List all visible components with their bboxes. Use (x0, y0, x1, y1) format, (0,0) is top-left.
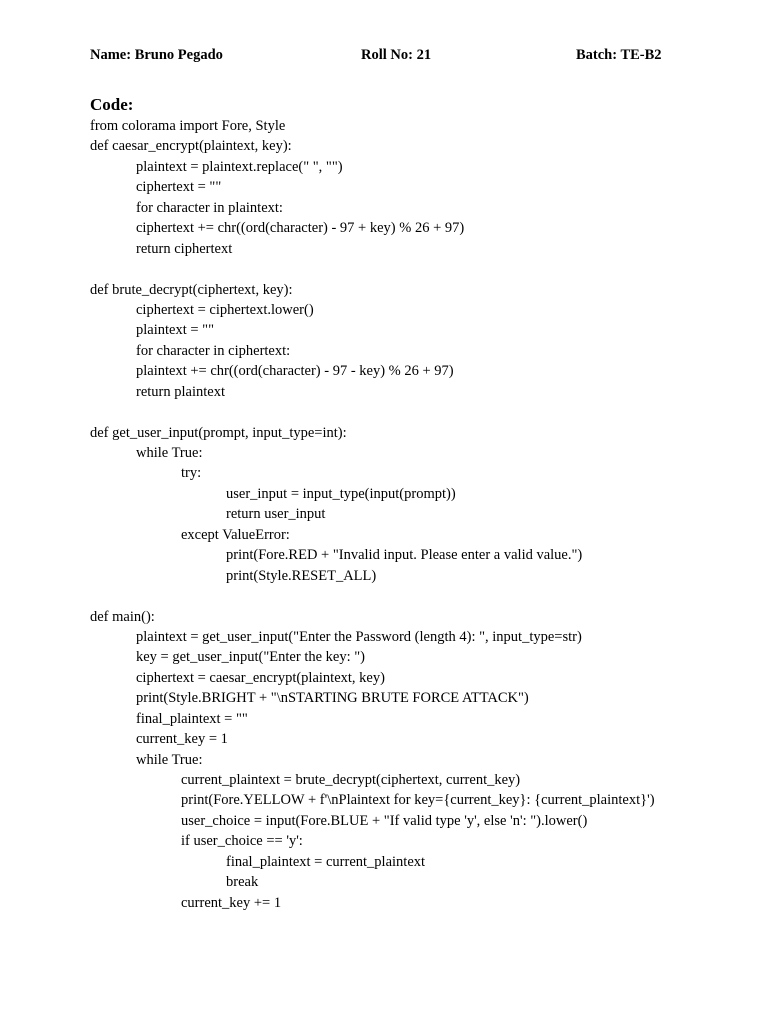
code-line: ciphertext = "" (136, 179, 222, 196)
code-line: def brute_decrypt(ciphertext, key): (90, 281, 293, 298)
code-line: ciphertext = ciphertext.lower() (136, 301, 314, 318)
code-line (90, 402, 730, 422)
code-line: except ValueError: (181, 526, 290, 543)
student-name: Name: Bruno Pegado (90, 47, 223, 63)
code-line: final_plaintext = current_plaintext (226, 853, 426, 870)
code-line: current_key += 1 (181, 894, 282, 911)
code-line: plaintext = plaintext.replace(" ", "") (136, 158, 343, 175)
code-line: return ciphertext (136, 240, 233, 257)
section-title: Code: (90, 95, 134, 114)
code-line: print(Style.RESET_ALL) (226, 567, 377, 584)
code-line: for character in ciphertext: (136, 342, 291, 359)
code-line: try: (181, 465, 202, 482)
code-line: ciphertext = caesar_encrypt(plaintext, key) (136, 669, 385, 686)
code-line: plaintext += chr((ord(character) - 97 - key) % 26 + 97) (136, 363, 454, 380)
code-line: def get_user_input(prompt, input_type=int): (90, 424, 347, 441)
code-line: return user_input (226, 506, 326, 523)
code-line: user_input = input_type(input(prompt)) (226, 485, 456, 502)
code-line: for character in plaintext: (136, 199, 283, 216)
code-line: while True: (136, 445, 203, 461)
code-line: final_plaintext = "" (136, 710, 248, 727)
code-line: ciphertext += chr((ord(character) - 97 + key) % 26 + 97) (136, 220, 465, 237)
code-line: print(Style.BRIGHT + "\nSTARTING BRUTE FORCE ATTACK") (136, 690, 529, 707)
code-line: key = get_user_input("Enter the key: ") (136, 649, 365, 666)
page-header (90, 47, 690, 67)
code-line (90, 586, 730, 606)
code-line: break (226, 874, 259, 891)
batch-label: Batch: TE-B2 (576, 47, 662, 63)
code-listing (90, 116, 730, 913)
code-line: current_key = 1 (136, 731, 228, 748)
code-line: def caesar_encrypt(plaintext, key): (90, 138, 292, 155)
code-line: current_plaintext = brute_decrypt(ciphertext, current_key) (181, 772, 521, 788)
code-line: print(Fore.RED + "Invalid input. Please enter a valid value.") (226, 547, 583, 564)
code-line: from colorama import Fore, Style (90, 118, 286, 134)
code-line: if user_choice == 'y': (181, 833, 303, 850)
roll-number: Roll No: 21 (361, 47, 432, 63)
code-line: while True: (136, 751, 203, 768)
code-line: plaintext = "" (136, 322, 215, 339)
code-line: def main(): (90, 608, 155, 625)
code-line (90, 259, 730, 279)
code-line: return plaintext (136, 383, 225, 400)
code-line: user_choice = input(Fore.BLUE + "If valid type 'y', else 'n': ").lower() (181, 812, 588, 829)
code-line: print(Fore.YELLOW + f'\nPlaintext for key={current_key}: {current_plaintext}') (181, 792, 655, 809)
code-line: plaintext = get_user_input("Enter the Password (length 4): ", input_type=str) (136, 628, 582, 645)
